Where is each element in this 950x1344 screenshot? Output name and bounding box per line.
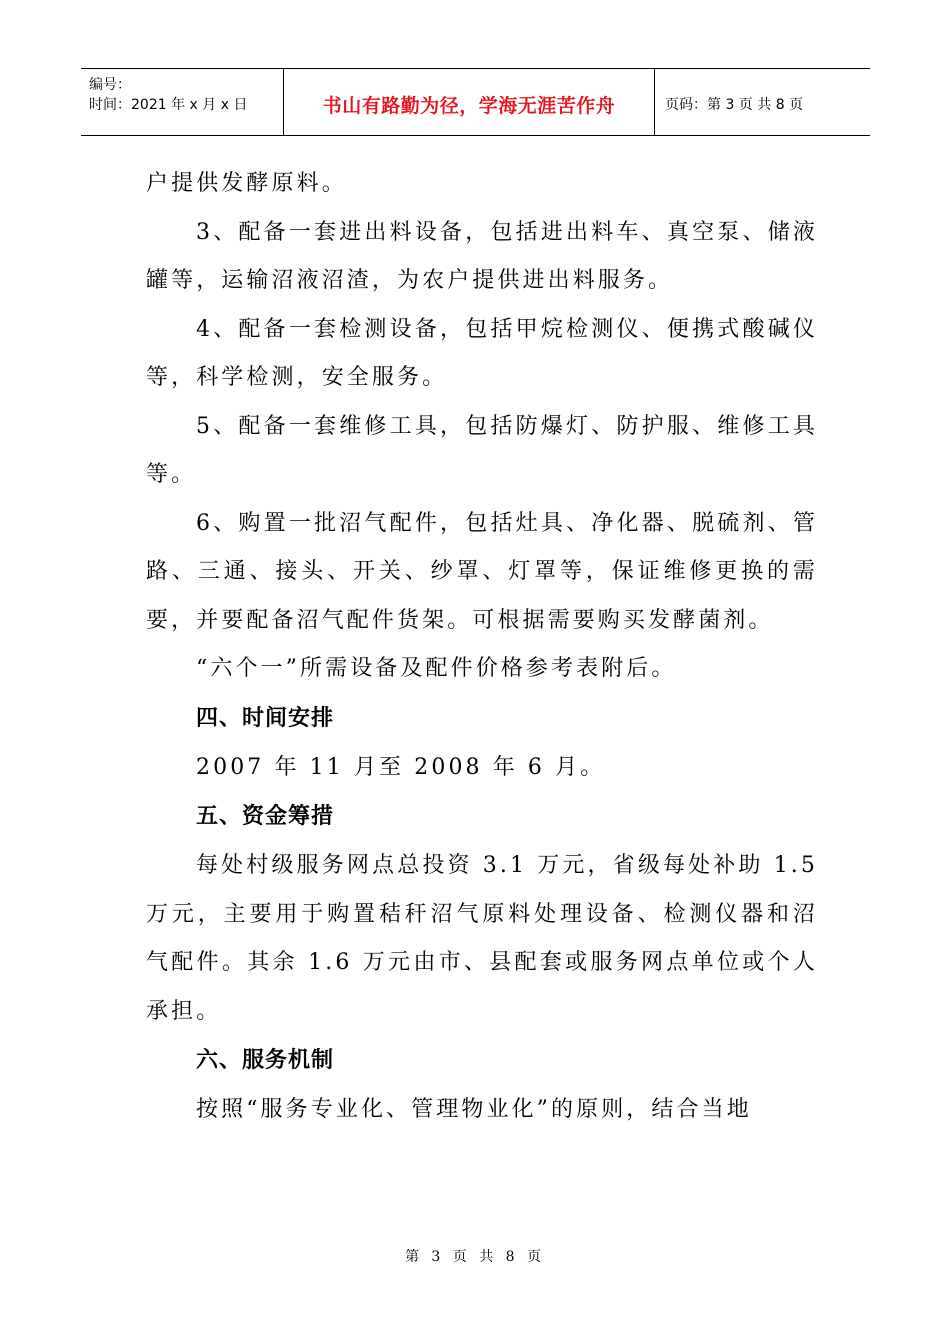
paragraph: 按照“服务专业化、管理物业化”的原则，结合当地 — [196, 1097, 752, 1122]
header-page-number: 页码：第 3 页 共 8 页 — [665, 97, 804, 113]
section-heading: 六、服务机制 — [196, 1048, 335, 1073]
paragraph: 3、配备一套进出料设备，包括进出料车、真空泵、储液罐等，运输沼液沼渣，为农户提供进出料服务。 — [146, 219, 818, 293]
page-header — [81, 68, 870, 136]
paragraph: 2007 年 11 月至 2008 年 6 月。 — [196, 754, 606, 780]
document-number-label: 编号： — [89, 77, 131, 93]
paragraph: 6、购置一批沼气配件，包括灶具、净化器、脱硫剂、管路、三通、接头、开关、纱罩、灯罩等，保证维修更换的需要，并要配备沼气配件货架。可根据需要购买发酵菌剂。 — [146, 510, 818, 633]
section-heading: 五、资金筹措 — [196, 804, 335, 829]
paragraph: 5、配备一套维修工具，包括防爆灯、防护服、维修工具等。 — [146, 413, 818, 487]
document-time-label: 时间：2021 年 x 月 x 日 — [89, 97, 248, 113]
document-body — [146, 160, 818, 1135]
paragraph: 4、配备一套检测设备，包括甲烷检测仪、便携式酸碱仪等，科学检测，安全服务。 — [146, 316, 818, 390]
header-meta — [81, 69, 284, 135]
paragraph: “六个一”所需设备及配件价格参考表附后。 — [196, 656, 677, 681]
section-heading: 四、时间安排 — [196, 705, 335, 731]
page-footer: 第 3 页 共 8 页 — [404, 1249, 546, 1265]
paragraph: 户提供发酵原料。 — [146, 171, 347, 196]
paragraph: 每处村级服务网点总投资 3.1 万元，省级每处补助 1.5 万元，主要用于购置秸秆沼气原料处理设备、检测仪器和沼气配件。其余 1.6 万元由市、县配套或服务网点单位或个人承担。 — [146, 853, 818, 1024]
header-motto: 书山有路勤为径，学海无涯苦作舟 — [284, 69, 655, 135]
